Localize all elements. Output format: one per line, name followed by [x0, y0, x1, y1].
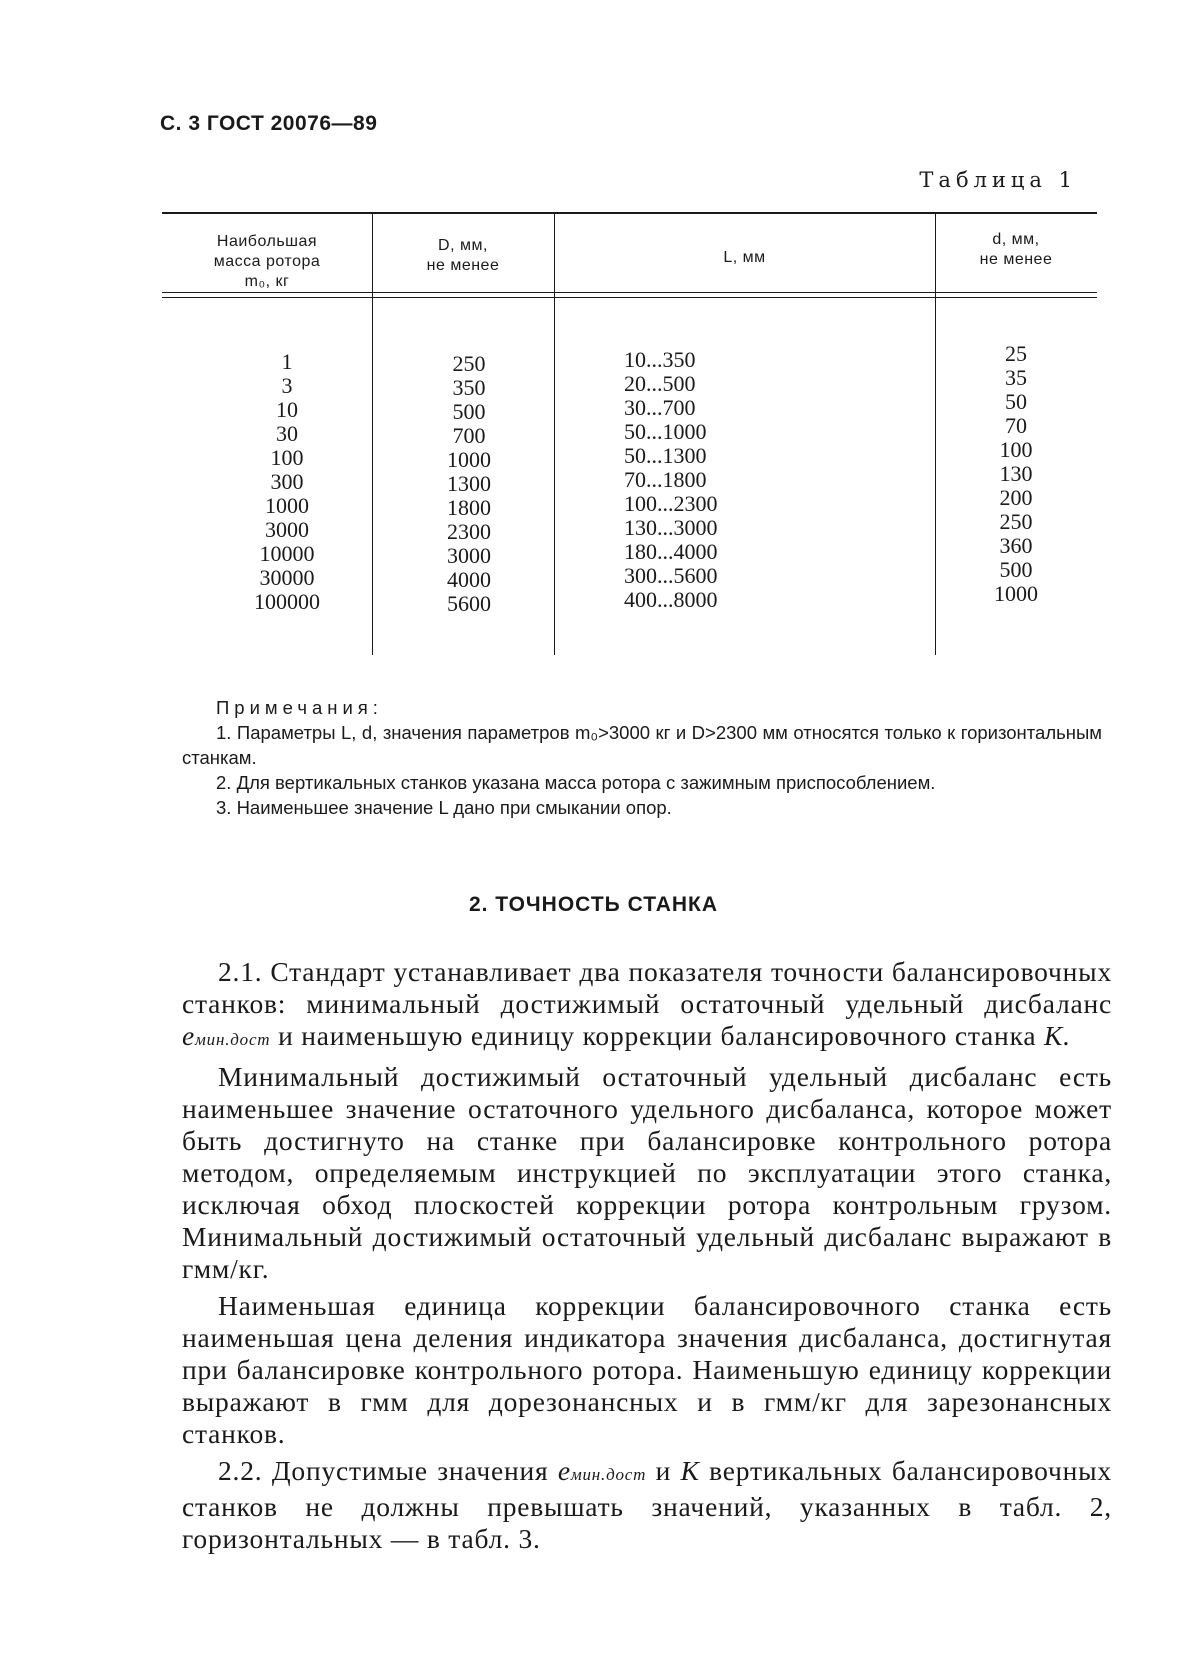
parameters-table	[162, 212, 1097, 655]
subscript-min-dost: мин.дост	[195, 1030, 271, 1049]
notes-title: Примечания:	[216, 697, 383, 718]
d-value: 100	[999, 437, 1033, 462]
header-D-line2: не менее	[426, 257, 500, 274]
d-value: 50	[1005, 389, 1027, 414]
D-value: 2300	[447, 519, 491, 544]
note-1: 1. Параметры L, d, значения параметров m₀>3000 кг и D>2300 мм относятся только к горизонтальным станкам.	[182, 722, 1102, 768]
D-value: 4000	[447, 567, 491, 592]
paragraph-definition-1: Минимальный достижимый остаточный удельный дисбаланс есть наименьшее значение остаточного удельного дисбаланса, которое может быть достигнуто на станке при балансировке контрольного ротора методом, определяемым инструкцией по эксплуатации этого станка, исключая обход плоскостей коррекции ротора контрольным грузом. Минимальный достижимый остаточный удельный дисбаланс выражают в гмм/кг.	[182, 1061, 1112, 1284]
L-value: 100...2300	[624, 491, 718, 516]
d-value: 1000	[994, 581, 1038, 606]
column-L-values	[624, 348, 864, 612]
D-value: 250	[452, 351, 486, 376]
mass-value: 30000	[259, 565, 315, 590]
header-D	[372, 236, 554, 276]
paragraph-2-1	[182, 956, 1112, 1056]
D-value: 5600	[447, 591, 491, 616]
d-value: 130	[999, 461, 1033, 486]
D-value: 1300	[447, 471, 491, 496]
L-value: 50...1000	[624, 419, 707, 444]
L-value: 130...3000	[624, 515, 718, 540]
header-mass-line1: Наибольшая	[216, 233, 318, 250]
column-mass-values	[202, 350, 372, 614]
table-top-rule	[162, 212, 1097, 214]
paragraph-definition-2: Наименьшая единица коррекции балансировочного станка есть наименьшая цена деления индикатора значения дисбаланса, достигнутая при балансировке контрольного ротора. Наименьшую единицу коррекции выражают в гмм для дорезонансных и в гмм/кг для зарезонансных станков.	[182, 1290, 1112, 1449]
D-value: 350	[452, 375, 486, 400]
header-rule-2	[162, 297, 1097, 298]
header-mass-line3: m₀, кг	[244, 273, 290, 290]
paragraph-2-2-end: вертикальных балансировочных станков не должны превышать значений, указанных в табл. 2, горизонтальных — в табл. 3.	[182, 1455, 1112, 1554]
header-d-line1: d, мм,	[992, 231, 1040, 248]
symbol-e: e	[557, 1455, 571, 1486]
paragraph-2-2-and: и	[655, 1455, 672, 1486]
header-L-line1: L, мм	[723, 249, 766, 266]
L-value: 70...1800	[624, 467, 707, 492]
table-notes	[182, 695, 1102, 820]
note-3: 3. Наименьшее значение L дано при смыкании опор.	[216, 797, 672, 818]
D-value: 1000	[447, 447, 491, 472]
table-caption: Таблица 1	[919, 168, 1077, 192]
D-value: 500	[452, 399, 486, 424]
mass-value: 3	[281, 373, 293, 398]
column-d-values	[935, 342, 1097, 606]
d-value: 500	[999, 557, 1033, 582]
paragraph-2-2	[182, 1455, 1112, 1555]
L-value: 10...350	[624, 347, 696, 372]
mass-value: 300	[270, 469, 304, 494]
L-value: 20...500	[624, 371, 696, 396]
mass-value: 3000	[265, 517, 309, 542]
header-d	[935, 230, 1097, 270]
d-value: 35	[1005, 365, 1027, 390]
d-value: 360	[999, 533, 1033, 558]
header-d-line2: не менее	[979, 251, 1053, 268]
symbol-K: K.	[1044, 1020, 1071, 1051]
header-L	[554, 248, 935, 268]
section-title: 2. ТОЧНОСТЬ СТАНКА	[468, 893, 719, 916]
d-value: 70	[1005, 413, 1027, 438]
L-value: 180...4000	[624, 539, 718, 564]
column-divider	[372, 212, 373, 655]
mass-value: 1	[281, 349, 293, 374]
paragraph-2-1-text: 2.1. Стандарт устанавливает два показателя точности балансировочных станков: минимальный достижимый остаточный удельный дисбаланс	[182, 956, 1112, 1019]
D-value: 1800	[447, 495, 491, 520]
column-D-values	[394, 352, 544, 616]
mass-value: 100	[270, 445, 304, 470]
section-body	[182, 956, 1112, 1560]
d-value: 200	[999, 485, 1033, 510]
mass-value: 30	[276, 421, 298, 446]
mass-value: 10	[276, 397, 298, 422]
subscript-min-dost: мин.дост	[570, 1465, 647, 1484]
L-value: 400...8000	[624, 587, 718, 612]
L-value: 30...700	[624, 395, 696, 420]
page-header: С. 3 ГОСТ 20076—89	[160, 112, 378, 135]
D-value: 700	[452, 423, 486, 448]
header-mass	[162, 232, 372, 292]
note-2: 2. Для вертикальных станков указана масса ротора с зажимным приспособлением.	[216, 772, 936, 793]
symbol-K: K	[680, 1455, 700, 1486]
column-divider	[554, 212, 555, 655]
L-value: 300...5600	[624, 563, 718, 588]
header-mass-line2: масса ротора	[213, 253, 321, 270]
paragraph-2-1-end: и наименьшую единицу коррекции балансировочного станка	[278, 1020, 1037, 1051]
header-rule-1	[162, 292, 1097, 293]
mass-value: 1000	[265, 493, 309, 518]
d-value: 25	[1005, 341, 1027, 366]
header-D-line1: D, мм,	[438, 237, 488, 254]
mass-value: 10000	[259, 541, 315, 566]
symbol-e: e	[182, 1020, 196, 1051]
D-value: 3000	[447, 543, 491, 568]
L-value: 50...1300	[624, 443, 707, 468]
paragraph-2-2-start: 2.2. Допустимые значения	[218, 1455, 549, 1486]
d-value: 250	[999, 509, 1033, 534]
mass-value: 100000	[254, 589, 320, 614]
